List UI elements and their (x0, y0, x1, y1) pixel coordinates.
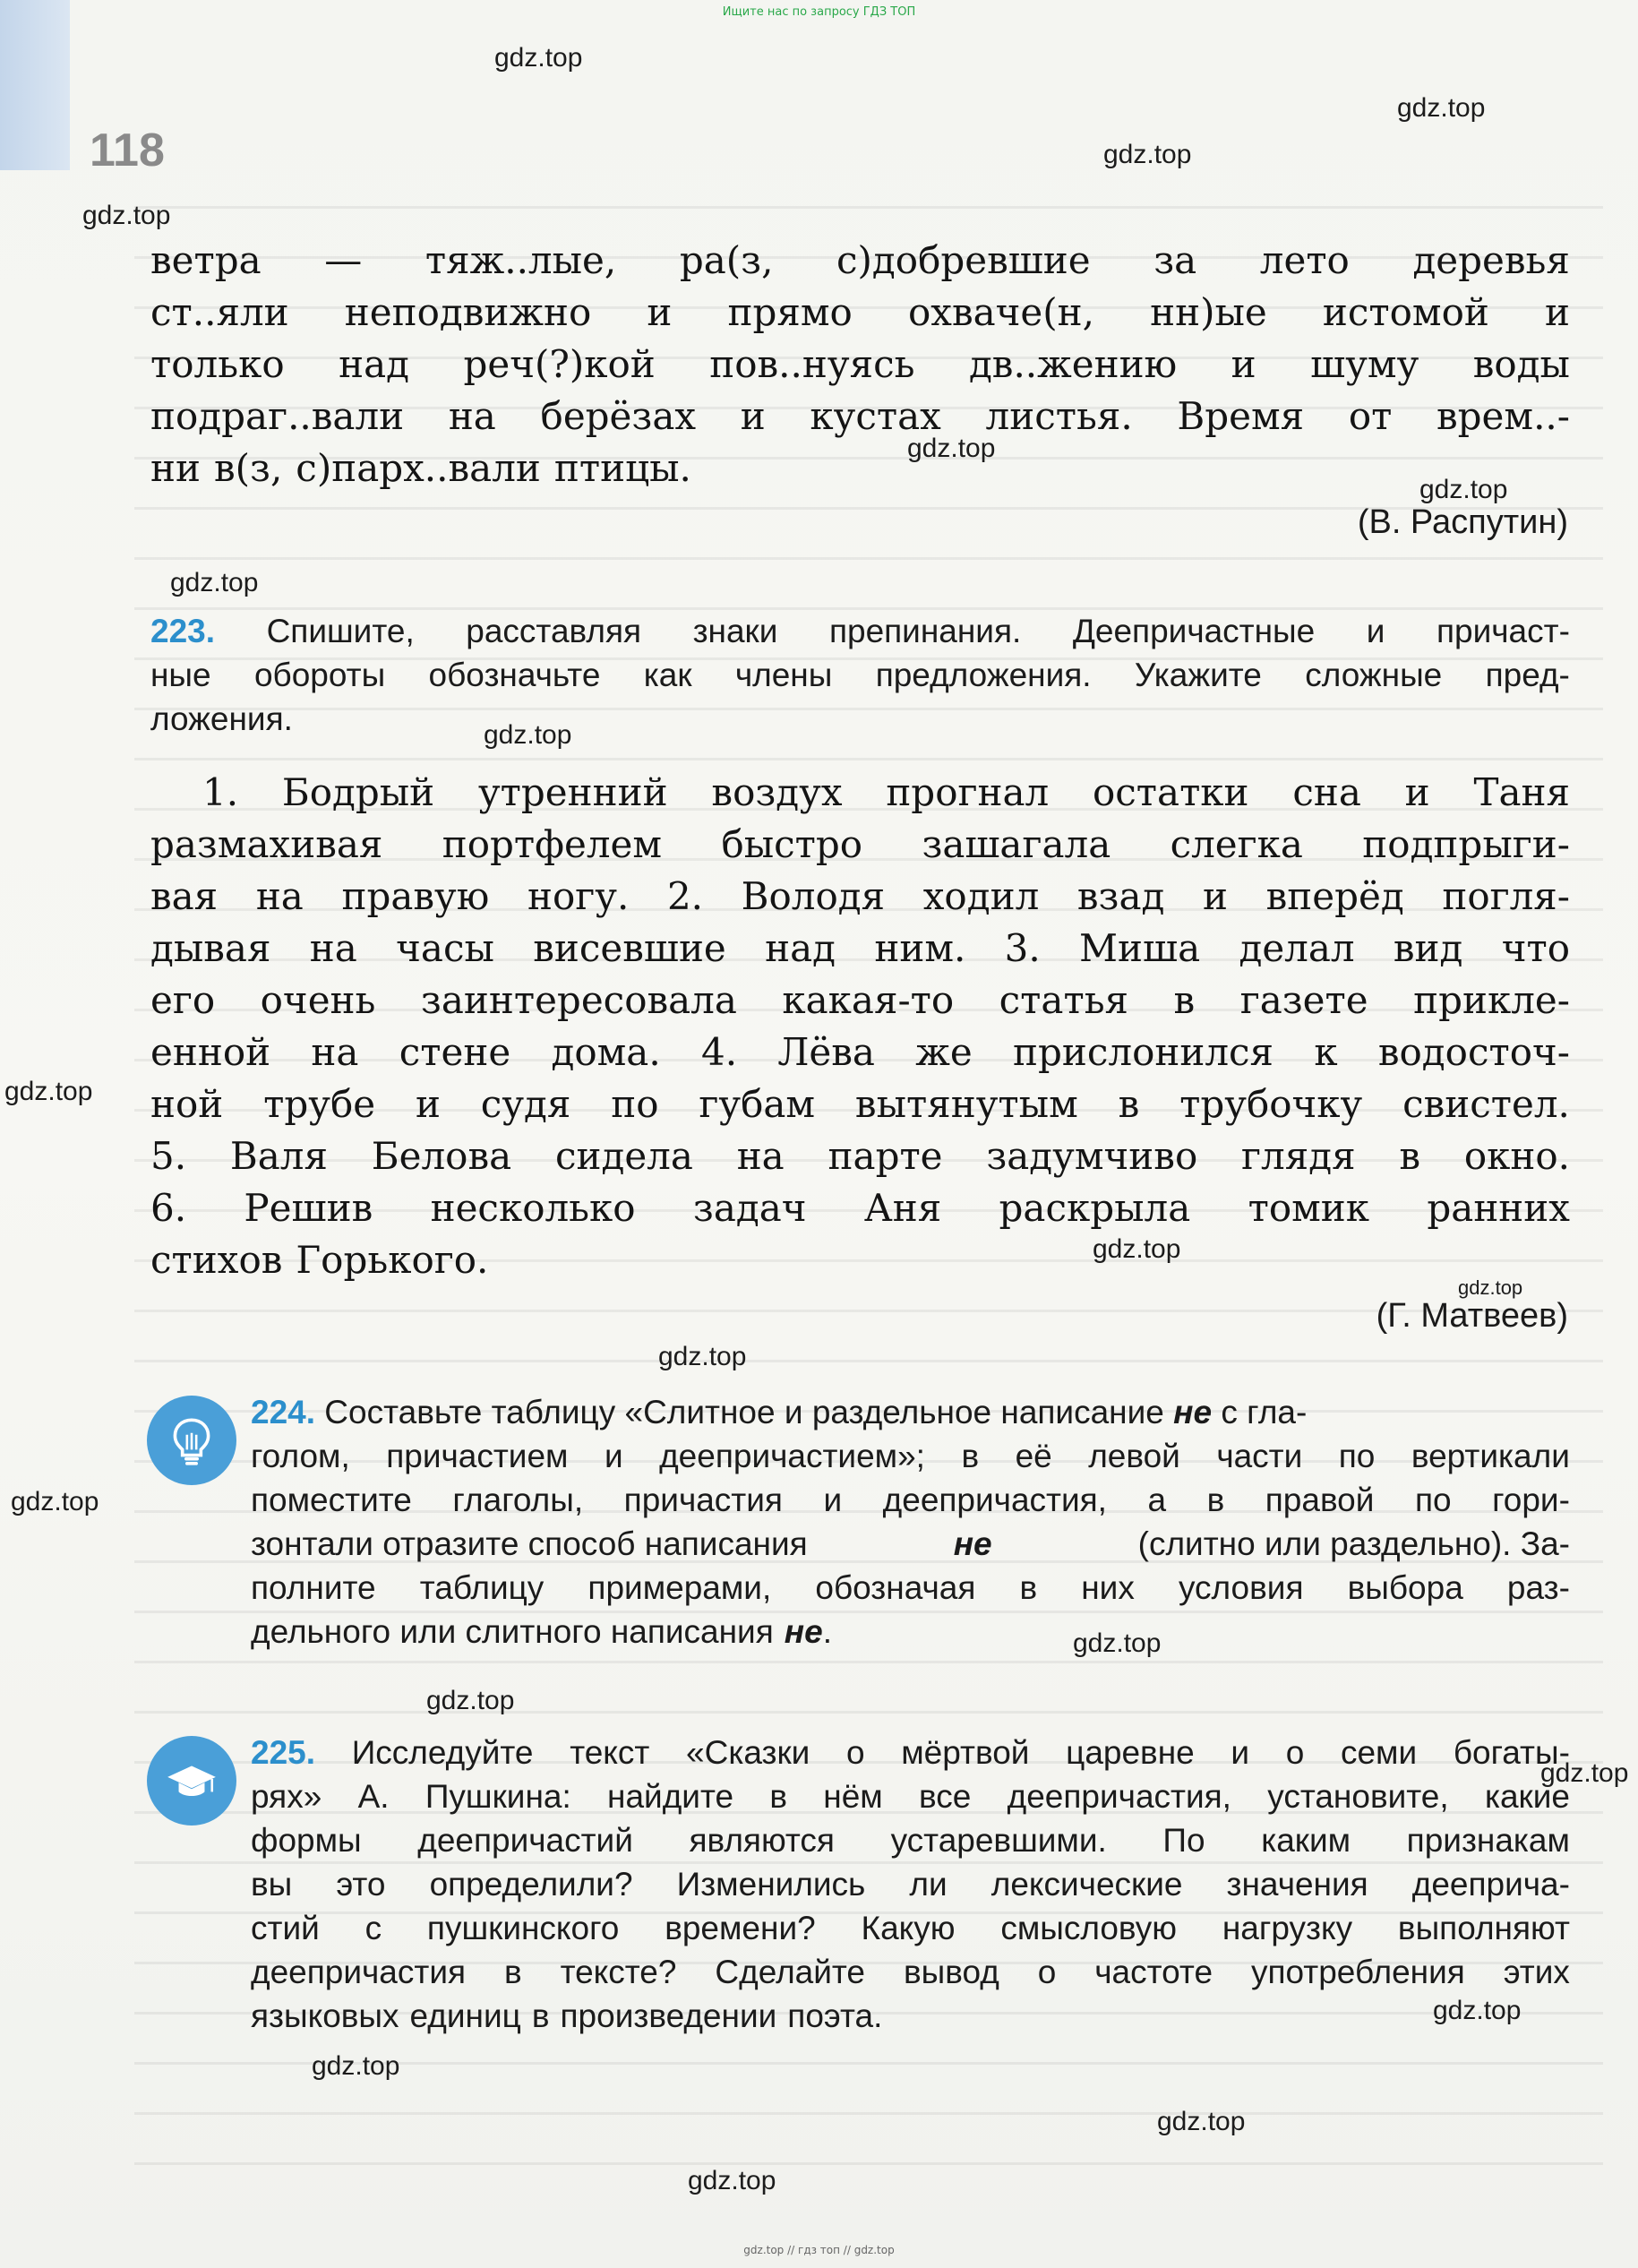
word: какие (1484, 1778, 1570, 1815)
word: знаки (692, 613, 778, 649)
word: пов..нуясь (709, 342, 915, 386)
watermark: gdz.top (4, 1077, 93, 1106)
word: дееприча- (1411, 1866, 1570, 1903)
watermark: gdz.top (907, 434, 996, 463)
word: ложения. (150, 700, 293, 737)
word: Таня (1473, 770, 1570, 814)
word: свистел. (1402, 1082, 1570, 1126)
lightbulb-icon (147, 1396, 236, 1485)
word: глаголы, (452, 1482, 584, 1518)
word: в (769, 1778, 788, 1815)
word: ра(з, (679, 238, 774, 282)
word: значения (1226, 1866, 1368, 1903)
word: 3. (1004, 926, 1041, 970)
word: таблицу (419, 1569, 545, 1606)
word: «Сказки (686, 1734, 810, 1771)
word: берёзах (540, 394, 697, 438)
word: на (255, 874, 304, 918)
word: устаревшими. (890, 1822, 1107, 1859)
word: по (1414, 1482, 1452, 1518)
text-line (150, 1130, 1570, 1182)
word: по (611, 1082, 659, 1126)
watermark: gdz.top (1458, 1276, 1523, 1299)
word: погля- (1442, 874, 1570, 918)
word: сложные (1305, 657, 1443, 693)
word: губам (699, 1082, 816, 1126)
word: тексте? (560, 1954, 677, 1990)
word: прислонился (1013, 1030, 1274, 1074)
word: А. (357, 1778, 390, 1815)
text-line (150, 287, 1570, 339)
word: трубе (263, 1082, 376, 1126)
word: единиц (409, 1997, 521, 2034)
word: взад (1076, 874, 1165, 918)
text-line (251, 1994, 1570, 2038)
word: от (1348, 394, 1393, 438)
watermark: gdz.top (1540, 1758, 1629, 1788)
word: в (1019, 1569, 1038, 1606)
word: причастия (623, 1482, 783, 1518)
word: воды (1472, 342, 1570, 386)
text-line (251, 1434, 1570, 1478)
word: на (311, 1030, 359, 1074)
word: все (919, 1778, 972, 1815)
word: несколько (430, 1186, 636, 1230)
word: висевшие (533, 926, 726, 970)
word: ли (909, 1866, 948, 1903)
word: её (1015, 1438, 1052, 1474)
word: Белова (371, 1134, 512, 1178)
word: и (823, 1482, 843, 1518)
graduation-cap-icon (147, 1736, 236, 1826)
word: окно. (1463, 1134, 1570, 1178)
word: Сделайте (715, 1954, 866, 1990)
word: ст..яли (150, 290, 289, 334)
word: и (740, 394, 766, 438)
word: и (647, 290, 673, 334)
word: подраг..вали (150, 394, 405, 438)
watermark: gdz.top (1073, 1628, 1162, 1658)
word: только (150, 342, 285, 386)
word: на (309, 926, 357, 970)
word: о (1285, 1734, 1305, 1771)
word: определили? (429, 1866, 633, 1903)
word: шуму (1310, 342, 1419, 386)
word: вертикали (1411, 1438, 1570, 1474)
word: остатки (1092, 770, 1249, 814)
text-line (150, 819, 1570, 871)
word: ной (150, 1082, 224, 1126)
word: к (1314, 1030, 1338, 1074)
word: подпрыги- (1362, 822, 1570, 866)
word: Исследуйте (351, 1734, 534, 1771)
word: и (1202, 874, 1228, 918)
text-line (150, 1027, 1570, 1078)
word: ходил (922, 874, 1040, 918)
watermark: gdz.top (484, 720, 572, 750)
word: Володя (741, 874, 886, 918)
word: по (1338, 1438, 1376, 1474)
word: Деепричастные (1072, 613, 1316, 649)
word: неподвижно (344, 290, 592, 334)
word: ни (150, 446, 201, 490)
word: пушкинского (426, 1910, 620, 1946)
word: Валя (229, 1134, 328, 1178)
emphasis-ne: не (953, 1525, 992, 1562)
text-line (251, 1906, 1570, 1950)
word: голом, (251, 1438, 350, 1474)
intro-text (150, 235, 1570, 494)
word: задач (692, 1186, 807, 1230)
task-number: 225. (251, 1734, 316, 1771)
word: какая-то (782, 978, 955, 1022)
word: смысловую (1000, 1910, 1178, 1946)
word: охваче(н, (907, 290, 1094, 334)
word: Спишите, (266, 613, 415, 649)
watermark: gdz.top (11, 1487, 99, 1516)
word: статья (999, 978, 1129, 1022)
word: Какую (861, 1910, 956, 1946)
text-line (150, 442, 1570, 494)
word: левой (1088, 1438, 1180, 1474)
task-223 (150, 609, 1570, 741)
word: Аня (863, 1186, 942, 1230)
word: как (643, 657, 692, 693)
text-line (150, 923, 1570, 975)
watermark: gdz.top (1157, 2107, 1246, 2136)
word: водосточ- (1377, 1030, 1570, 1074)
word: 5. (150, 1134, 187, 1178)
word: обозначьте (428, 657, 601, 693)
word: кустах (810, 394, 941, 438)
word: деепричастия, (1007, 1778, 1231, 1815)
watermark: gdz.top (1433, 1996, 1522, 2025)
word: сна (1292, 770, 1361, 814)
word: в (1118, 1082, 1140, 1126)
text-line (150, 653, 1570, 697)
word: прогнал (886, 770, 1050, 814)
word: стихов (150, 1238, 283, 1282)
word: тяж..лые, (425, 238, 617, 282)
word: 1. (202, 770, 239, 814)
word: над (765, 926, 836, 970)
watermark: gdz.top (688, 2166, 776, 2195)
word: деепричастий (417, 1822, 633, 1859)
word: 6. (150, 1186, 187, 1230)
word: птицы. (553, 446, 691, 490)
word: найдите (607, 1778, 734, 1815)
word: вперёд (1265, 874, 1404, 918)
word: языковых (251, 1997, 399, 2034)
word: Миша (1079, 926, 1201, 970)
word: 2. (666, 874, 704, 918)
word: газете (1239, 978, 1368, 1022)
word: полните (251, 1569, 376, 1606)
watermark: gdz.top (170, 568, 259, 597)
word: 4. (700, 1030, 738, 1074)
word: сидела (554, 1134, 693, 1178)
word: причастием (386, 1438, 569, 1474)
word: причаст- (1436, 613, 1570, 649)
word: каким (1261, 1822, 1351, 1859)
word: размахивая (150, 822, 383, 866)
word: примерами, (587, 1569, 772, 1606)
word: с)парх..вали (296, 446, 541, 490)
word: Пушкина: (425, 1778, 571, 1815)
word: правую (341, 874, 490, 918)
word: делал (1239, 926, 1355, 970)
word: них (1081, 1569, 1135, 1606)
emphasis-ne: не (1173, 1394, 1213, 1430)
word: трубочку (1179, 1082, 1363, 1126)
word: енной (150, 1030, 271, 1074)
word: условия (1178, 1569, 1304, 1606)
word: мёртвой (901, 1734, 1030, 1771)
word: дома. (551, 1030, 661, 1074)
word: в(з, (214, 446, 283, 490)
word: дв..жению (968, 342, 1178, 386)
text-line (150, 339, 1570, 391)
word: истомой (1322, 290, 1489, 334)
word: в (531, 1997, 550, 2034)
word: препинания. (828, 613, 1022, 649)
word: врем..- (1436, 394, 1570, 438)
word: ные (150, 657, 211, 693)
text-line (150, 975, 1570, 1027)
top-banner[interactable]: Ищите нас по запросу ГДЗ ТОП (722, 5, 916, 19)
word: лексические (991, 1866, 1183, 1903)
text-line (150, 391, 1570, 442)
word: деепричастием»; (659, 1438, 925, 1474)
word: произведении (560, 1997, 777, 2034)
word: По (1162, 1822, 1205, 1859)
word: раз- (1506, 1569, 1570, 1606)
word: вид (1393, 926, 1463, 970)
word: глядя (1241, 1134, 1356, 1178)
word: и (1404, 770, 1430, 814)
emphasis-ne: не (784, 1613, 823, 1650)
author-attribution: (В. Распутин) (1357, 503, 1568, 541)
watermark: gdz.top (1103, 140, 1192, 169)
word: деревья (1412, 238, 1570, 282)
bottom-banner[interactable]: gdz.top // гдз топ // gdz.top (743, 2244, 895, 2256)
word: прямо (727, 290, 853, 334)
text-line (150, 235, 1570, 287)
word: в (1399, 1134, 1421, 1178)
word: с)добревшие (836, 238, 1091, 282)
word: частоте (1094, 1954, 1213, 1990)
word: о (845, 1734, 865, 1771)
word: воздух (711, 770, 843, 814)
word: и (604, 1438, 623, 1474)
word: деепричастия, (882, 1482, 1107, 1518)
word: и (1366, 613, 1385, 649)
word: а (1147, 1482, 1167, 1518)
task-224: 224. Составьте таблицу «Слитное и раздельное написание не с гла- голом, причастием и деепричастием»; в её левой части по вертикали поместите глаголы, причастия и деепричастия, а в правой по гори- зонтали отразите способ написания не (слитно или раздельно). За- полните таблицу примерами, обозначая в них условия выбора раз- дельного или слитного написания не . (251, 1390, 1570, 1654)
word: в (961, 1438, 980, 1474)
word: деепричастия (251, 1954, 467, 1990)
word: нагрузку (1222, 1910, 1353, 1946)
word: части (1216, 1438, 1303, 1474)
word: поэта. (787, 1997, 883, 2034)
word: обозначая (815, 1569, 976, 1606)
word: лето (1259, 238, 1350, 282)
text-line (251, 1774, 1570, 1818)
word: стене (399, 1030, 511, 1074)
word: вывод (903, 1954, 999, 1990)
word: расставляя (466, 613, 642, 649)
word: очень (260, 978, 376, 1022)
text-line (150, 1234, 1570, 1286)
word: признакам (1406, 1822, 1570, 1859)
word: Время (1177, 394, 1305, 438)
word: Укажите (1134, 657, 1262, 693)
word: предложения. (875, 657, 1092, 693)
word: раскрыла (999, 1186, 1191, 1230)
word: же (915, 1030, 973, 1074)
word: вая (150, 874, 219, 918)
word: ногу. (527, 874, 630, 918)
exercise-text (150, 767, 1570, 1286)
word: часы (396, 926, 494, 970)
text-line (150, 871, 1570, 923)
text-line (251, 1478, 1570, 1522)
word: ним. (874, 926, 966, 970)
word: формы (251, 1822, 362, 1859)
word: установите, (1267, 1778, 1449, 1815)
word: в (1173, 978, 1196, 1022)
word: судя (480, 1082, 571, 1126)
word: Решив (244, 1186, 373, 1230)
word: листья. (985, 394, 1133, 438)
watermark: gdz.top (658, 1342, 747, 1371)
word: обороты (253, 657, 386, 693)
word: текст (570, 1734, 650, 1771)
word: и (1231, 342, 1256, 386)
text-line (251, 1818, 1570, 1862)
word: слегка (1170, 822, 1303, 866)
word: рях» (251, 1778, 322, 1815)
word: задумчиво (986, 1134, 1198, 1178)
word: реч(?)кой (463, 342, 656, 386)
word: гори- (1492, 1482, 1570, 1518)
watermark: gdz.top (1397, 93, 1486, 123)
author-attribution: (Г. Матвеев) (1376, 1297, 1568, 1335)
word: члены (734, 657, 833, 693)
word: в (503, 1954, 522, 1990)
word: поместите (251, 1482, 412, 1518)
word: это (336, 1866, 386, 1903)
page-number: 118 (90, 125, 165, 176)
word: выбора (1347, 1569, 1463, 1606)
word: Бодрый (281, 770, 435, 814)
word: томик (1248, 1186, 1370, 1230)
word: пред- (1485, 657, 1570, 693)
word: нн)ые (1150, 290, 1267, 334)
word: и (1231, 1734, 1250, 1771)
word: и (415, 1082, 441, 1126)
word: вытянутым (854, 1082, 1078, 1126)
word: на (736, 1134, 785, 1178)
watermark: gdz.top (426, 1686, 515, 1715)
word: приклe- (1413, 978, 1570, 1022)
word: этих (1503, 1954, 1570, 1990)
word: парте (828, 1134, 943, 1178)
word: ветра (150, 238, 262, 282)
word: времени? (665, 1910, 816, 1946)
text-line (251, 1862, 1570, 1906)
word: царевне (1066, 1734, 1195, 1771)
word: нём (823, 1778, 883, 1815)
word: выполняют (1397, 1910, 1570, 1946)
word: что (1501, 926, 1570, 970)
word: и (1544, 290, 1570, 334)
text-line (251, 1566, 1570, 1610)
word: семи (1340, 1734, 1418, 1771)
word: утренний (477, 770, 668, 814)
word: Лёва (777, 1030, 875, 1074)
word: за (1153, 238, 1197, 282)
word: богаты- (1453, 1734, 1570, 1771)
task-225 (251, 1731, 1570, 2038)
watermark: gdz.top (312, 2051, 400, 2081)
word: — (324, 238, 363, 282)
watermark: gdz.top (1419, 475, 1508, 504)
word: зашагала (922, 822, 1111, 866)
watermark: gdz.top (494, 43, 583, 73)
word: с (364, 1910, 382, 1946)
word: правой (1265, 1482, 1375, 1518)
task-number: 223. (150, 613, 216, 649)
word: в (1206, 1482, 1225, 1518)
watermark: gdz.top (82, 201, 171, 230)
word: быстро (721, 822, 863, 866)
word: на (448, 394, 496, 438)
word: употребления (1250, 1954, 1465, 1990)
text-line (150, 1182, 1570, 1234)
word: портфелем (442, 822, 663, 866)
text-line (251, 1950, 1570, 1994)
word: являются (689, 1822, 835, 1859)
word: стий (251, 1910, 320, 1946)
text-line (150, 767, 1570, 819)
text-line (150, 1078, 1570, 1130)
page-corner-tab (0, 0, 70, 170)
word: Горького. (296, 1238, 489, 1282)
task-number: 224. (251, 1394, 316, 1430)
word: Изменились (676, 1866, 866, 1903)
watermark: gdz.top (1093, 1234, 1181, 1264)
word: его (150, 978, 216, 1022)
text-line (150, 697, 1570, 741)
word: о (1037, 1954, 1057, 1990)
word: вы (251, 1866, 293, 1903)
word: заинтересовала (420, 978, 737, 1022)
word: дывая (150, 926, 271, 970)
word: над (339, 342, 409, 386)
word: ранних (1427, 1186, 1570, 1230)
